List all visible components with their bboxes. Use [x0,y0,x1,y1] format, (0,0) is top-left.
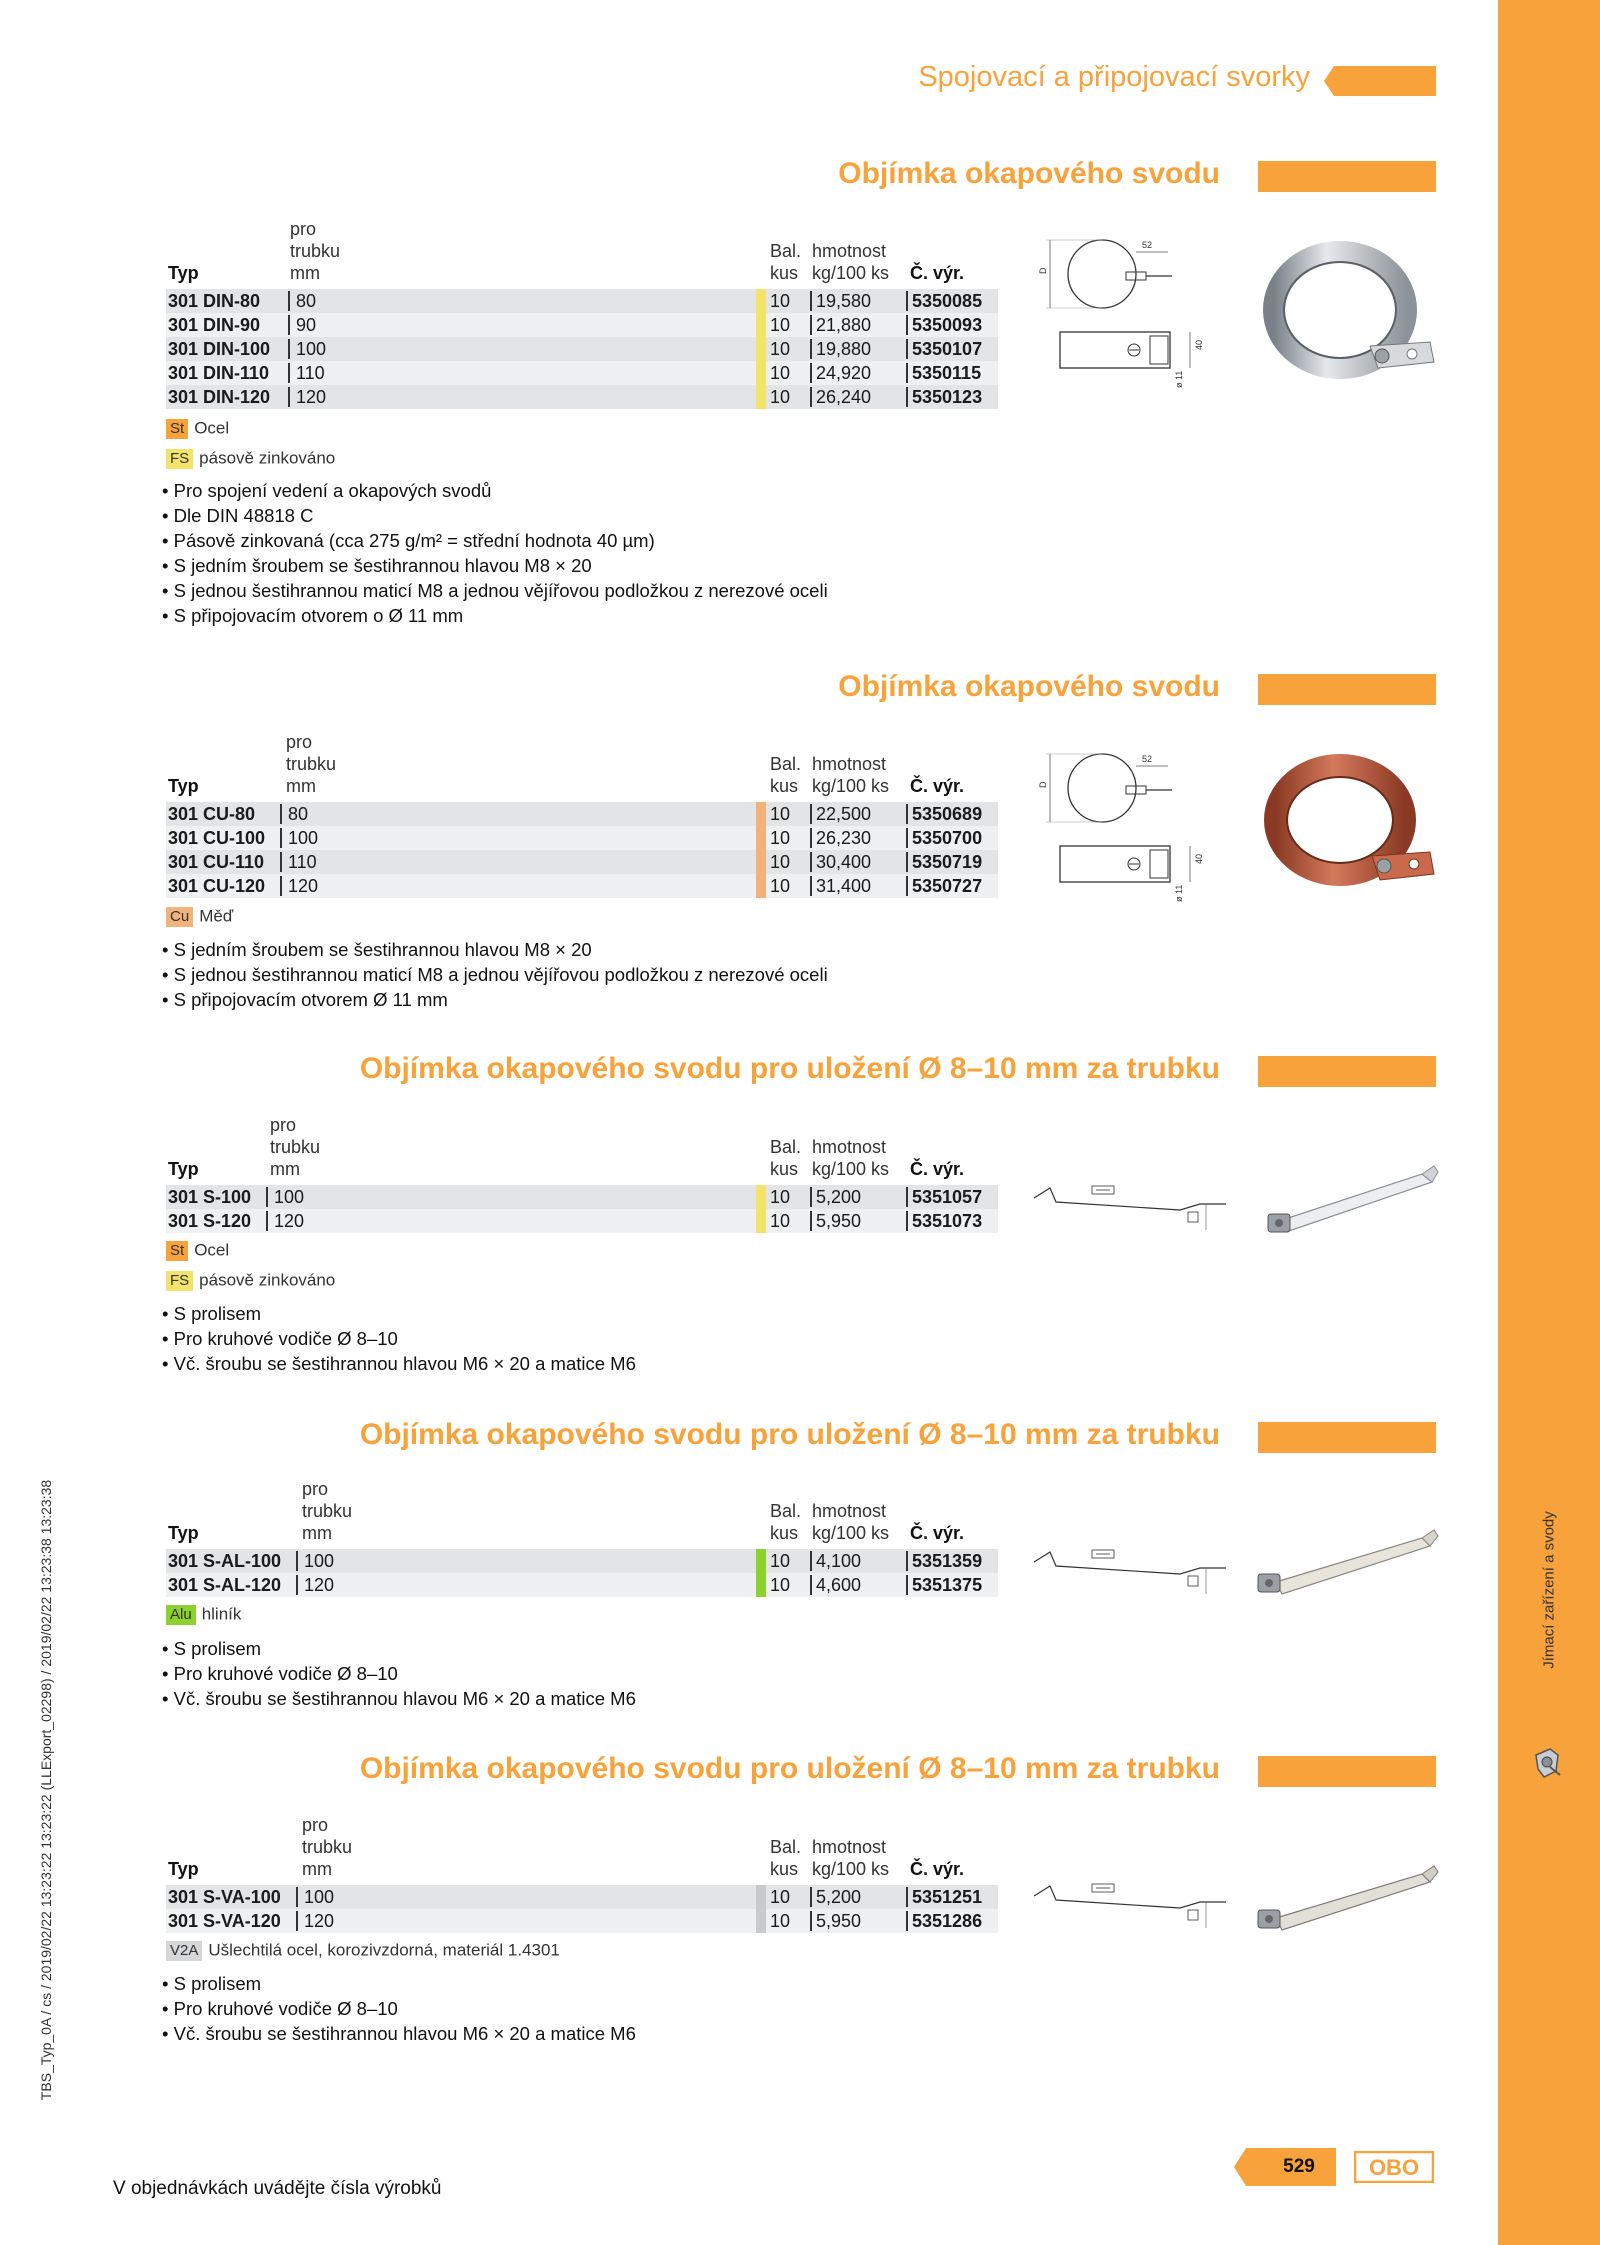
col-weight-unit: kg/100 ks [812,1859,890,1879]
weight-cell: 26,240 [810,387,871,407]
material-text: Měď [199,906,234,926]
pack-cell: 10 [770,876,791,896]
product-table [166,1474,998,1597]
pack-cell: 10 [770,1187,791,1207]
dimension-label: ø 11 [1174,370,1184,388]
table-row [166,1909,998,1933]
material-line [166,418,229,440]
material-strip [756,361,766,385]
weight-cell: 5,950 [810,1211,861,1231]
pipe-cell: 110 [288,363,325,383]
material-strip [756,1549,766,1573]
feature-item: • S jedním šroubem se šestihrannou hlavou M8 × 20 [162,553,828,578]
table-row [166,1549,998,1573]
pack-cell: 10 [770,1575,791,1595]
feature-item: • S prolisem [162,1636,636,1661]
material-strip [756,1909,766,1933]
feature-item: • Dle DIN 48818 C [162,503,828,528]
pack-cell: 10 [770,291,791,311]
col-pipe-label: pro [302,1815,329,1835]
material-badge: St [166,1241,188,1261]
pack-cell: 10 [770,315,791,335]
material-text: Ocel [194,1240,230,1260]
table-header [166,1810,998,1885]
material-line [166,1604,241,1626]
material-strip [756,337,766,361]
col-pack-unit: kus [770,776,799,796]
material-text: Ocel [194,418,230,438]
col-pack-label: Bal. [770,1137,802,1157]
material-strip [756,1209,766,1233]
col-weight-label: hmotnost [812,1837,887,1857]
material-strip [756,313,766,337]
dimension-label: 40 [1194,853,1204,864]
table-header [166,1474,998,1549]
col-pipe-label: trubku [286,754,337,774]
col-article-label: Č. výr. [910,1523,965,1543]
col-pack-label: Bal. [770,1837,802,1857]
table-row [166,337,998,361]
type-cell: 301 CU-100 [168,828,266,848]
table-row [166,1185,998,1209]
table-header [166,1110,998,1185]
product-table [166,214,998,409]
col-type-label: Typ [168,1859,199,1879]
weight-cell: 30,400 [810,852,871,872]
weight-cell: 5,200 [810,1187,861,1207]
article-cell: 5350727 [906,876,982,896]
table-row [166,802,998,826]
dimension-label: 52 [1142,240,1153,250]
pipe-cell: 100 [266,1187,304,1207]
material-text: pásově zinkováno [199,448,336,468]
pipe-cell: 120 [296,1575,334,1595]
type-cell: 301 DIN-120 [168,387,271,407]
material-badge: FS [166,1271,193,1291]
article-cell: 5350689 [906,804,982,824]
type-cell: 301 S-VA-100 [168,1887,281,1907]
brand-text: OBO [1368,2155,1420,2180]
sidebar-label: Jímací zařízení a svody [1540,1511,1558,1669]
section-bar [1258,1756,1436,1787]
col-article-label: Č. výr. [910,1159,965,1179]
article-cell: 5351286 [906,1911,982,1931]
col-pipe-label: pro [302,1479,329,1499]
material-badge: Cu [166,907,193,927]
col-pipe-label: trubku [270,1137,321,1157]
material-strip [756,1573,766,1597]
col-weight-label: hmotnost [812,241,887,261]
side-color-bar [1498,0,1600,2245]
pack-cell: 10 [770,1911,791,1931]
col-weight-label: hmotnost [812,1501,887,1521]
weight-cell: 22,500 [810,804,871,824]
article-cell: 5350700 [906,828,982,848]
article-cell: 5351359 [906,1551,982,1571]
product-table [166,727,998,898]
table-header [166,214,998,289]
feature-item: • Pro kruhové vodiče Ø 8–10 [162,1326,636,1351]
section-title: Objímka okapového svodu pro uložení Ø 8–10 mm za trubku [359,1752,1220,1785]
col-article-label: Č. výr. [910,263,965,283]
dimension-label: D [1038,781,1048,788]
pack-cell: 10 [770,387,791,407]
article-cell: 5351073 [906,1211,982,1231]
material-badge: FS [166,449,193,469]
section-bar [1258,1056,1436,1087]
col-weight-unit: kg/100 ks [812,776,890,796]
material-strip [756,385,766,409]
pack-cell: 10 [770,1551,791,1571]
table-row [166,874,998,898]
section-bar [1258,1422,1436,1453]
pipe-cell: 80 [288,291,316,311]
pipe-cell: 120 [280,876,318,896]
article-cell: 5351057 [906,1187,982,1207]
dimension-label: ø 11 [1174,884,1184,902]
article-cell: 5351251 [906,1887,982,1907]
product-photo-strap [1262,1160,1442,1240]
col-pack-label: Bal. [770,754,802,774]
product-photo-copper [1262,752,1442,902]
type-cell: 301 DIN-110 [168,363,270,383]
col-type-label: Typ [168,263,199,283]
feature-item: • S připojovacím otvorem o Ø 11 mm [162,603,828,628]
pipe-cell: 120 [288,387,326,407]
material-strip [756,1185,766,1209]
pipe-cell: 120 [296,1911,334,1931]
pack-cell: 10 [770,339,791,359]
type-cell: 301 DIN-80 [168,291,261,311]
feature-list [162,1636,636,1711]
pipe-cell: 100 [288,339,326,359]
feature-item: • S prolisem [162,1971,636,1996]
section-title: Objímka okapového svodu pro uložení Ø 8–10 mm za trubku [359,1052,1220,1085]
material-line [166,906,233,928]
dimension-label: 52 [1142,754,1153,764]
material-line [166,1240,229,1262]
technical-drawing [1030,742,1220,922]
feature-item: • S jedním šroubem se šestihrannou hlavou M8 × 20 [162,937,828,962]
table-row [166,313,998,337]
feature-list [162,1301,636,1376]
material-strip [756,1885,766,1909]
article-cell: 5350093 [906,315,982,335]
col-pipe-label: pro [270,1115,297,1135]
product-photo-galvanized [1262,238,1442,388]
document-code: TBS_Typ_0A / cs / 2019/02/22 13:23:22 13:23:22 (LLExport_02298) / 2019/02/22 13:23:38 13:23:38 [38,1479,54,2101]
article-cell: 5350107 [906,339,982,359]
col-pack-unit: kus [770,1523,799,1543]
feature-item: • Pro kruhové vodiče Ø 8–10 [162,1996,636,2021]
type-cell: 301 S-100 [168,1187,252,1207]
weight-cell: 4,100 [810,1551,861,1571]
material-strip [756,289,766,313]
type-cell: 301 DIN-100 [168,339,271,359]
feature-item: • S jednou šestihrannou maticí M8 a jednou vějířovou podložkou z nerezové oceli [162,962,828,987]
col-weight-unit: kg/100 ks [812,263,890,283]
weight-cell: 26,230 [810,828,871,848]
col-type-label: Typ [168,1159,199,1179]
table-row [166,289,998,313]
article-cell: 5350123 [906,387,982,407]
pipe-cell: 110 [280,852,317,872]
col-article-label: Č. výr. [910,1859,965,1879]
table-row [166,385,998,409]
weight-cell: 31,400 [810,876,871,896]
pack-cell: 10 [770,852,791,872]
weight-cell: 24,920 [810,363,871,383]
pipe-cell: 90 [288,315,316,335]
product-photo-strap [1252,1524,1442,1604]
col-weight-unit: kg/100 ks [812,1523,890,1543]
table-row [166,850,998,874]
table-row [166,1573,998,1597]
col-pipe-unit: mm [270,1159,300,1179]
table-row [166,1885,998,1909]
col-pack-unit: kus [770,1159,799,1179]
col-pipe-label: trubku [302,1837,353,1857]
weight-cell: 19,880 [810,339,871,359]
weight-cell: 19,580 [810,291,871,311]
material-badge: Alu [166,1605,196,1625]
type-cell: 301 CU-80 [168,804,256,824]
feature-list [162,478,828,628]
col-pack-unit: kus [770,1859,799,1879]
feature-item: • S prolisem [162,1301,636,1326]
section-bar [1258,161,1436,192]
col-pipe-label: trubku [290,241,341,261]
feature-list [162,937,828,1012]
header-tab-marker [1324,66,1436,96]
feature-item: • S připojovacím otvorem Ø 11 mm [162,987,828,1012]
technical-drawing [1030,1866,1230,1936]
table-header [166,727,998,802]
section-title: Objímka okapového svodu [838,157,1220,190]
weight-cell: 21,880 [810,315,871,335]
technical-drawing [1030,1168,1230,1238]
pipe-cell: 100 [296,1887,334,1907]
order-note: V objednávkách uvádějte čísla výrobků [113,2178,442,2199]
material-line [166,448,335,470]
material-text: Ušlechtilá ocel, korozivzdorná, materiál 1.4301 [208,1940,560,1960]
obo-logo [1354,2151,1434,2183]
technical-drawing [1030,228,1220,408]
material-strip [756,802,766,826]
feature-list [162,1971,636,2046]
pack-cell: 10 [770,1887,791,1907]
table-row [166,826,998,850]
pack-cell: 10 [770,804,791,824]
clamp-icon [1530,1745,1566,1781]
feature-item: • Pásově zinkovaná (cca 275 g/m² = střední hodnota 40 µm) [162,528,828,553]
article-cell: 5350085 [906,291,982,311]
pack-cell: 10 [770,1211,791,1231]
material-badge: St [166,419,188,439]
material-line [166,1270,335,1292]
weight-cell: 5,200 [810,1887,861,1907]
article-cell: 5351375 [906,1575,982,1595]
material-text: hliník [201,1604,242,1624]
col-weight-unit: kg/100 ks [812,1159,890,1179]
col-type-label: Typ [168,1523,199,1543]
feature-item: • Vč. šroubu se šestihrannou hlavou M6 × 20 a matice M6 [162,2021,636,2046]
type-cell: 301 S-120 [168,1211,252,1231]
weight-cell: 5,950 [810,1911,861,1931]
type-cell: 301 DIN-90 [168,315,261,335]
dimension-label: D [1038,267,1048,274]
type-cell: 301 S-VA-120 [168,1911,281,1931]
article-cell: 5350115 [906,363,981,383]
col-pack-label: Bal. [770,1501,802,1521]
col-pipe-unit: mm [302,1523,332,1543]
product-table [166,1810,998,1933]
material-line [166,1940,560,1962]
product-photo-strap [1252,1860,1442,1940]
article-cell: 5350719 [906,852,982,872]
col-pipe-unit: mm [286,776,316,796]
col-article-label: Č. výr. [910,776,965,796]
material-badge: V2A [166,1941,202,1961]
technical-drawing [1030,1532,1230,1602]
section-title: Objímka okapového svodu pro uložení Ø 8–10 mm za trubku [359,1418,1220,1451]
material-strip [756,874,766,898]
col-pipe-unit: mm [290,263,320,283]
col-pipe-label: trubku [302,1501,353,1521]
pipe-cell: 100 [280,828,318,848]
pack-cell: 10 [770,828,791,848]
table-row [166,1209,998,1233]
col-pack-label: Bal. [770,241,802,261]
feature-item: • Pro spojení vedení a okapových svodů [162,478,828,503]
type-cell: 301 S-AL-100 [168,1551,282,1571]
feature-item: • Vč. šroubu se šestihrannou hlavou M6 × 20 a matice M6 [162,1686,636,1711]
feature-item: • Vč. šroubu se šestihrannou hlavou M6 × 20 a matice M6 [162,1351,636,1376]
section-bar [1258,674,1436,705]
material-strip [756,826,766,850]
table-row [166,361,998,385]
page-number: 529 [1283,2156,1315,2177]
pipe-cell: 120 [266,1211,304,1231]
weight-cell: 4,600 [810,1575,861,1595]
type-cell: 301 CU-110 [168,852,265,872]
pack-cell: 10 [770,363,791,383]
material-text: pásově zinkováno [199,1270,336,1290]
product-table [166,1110,998,1233]
material-strip [756,850,766,874]
dimension-label: 40 [1194,339,1204,350]
type-cell: 301 CU-120 [168,876,266,896]
type-cell: 301 S-AL-120 [168,1575,282,1595]
col-pack-unit: kus [770,263,799,283]
col-pipe-label: pro [286,732,313,752]
pipe-cell: 100 [296,1551,334,1571]
feature-item: • S jednou šestihrannou maticí M8 a jednou vějířovou podložkou z nerezové oceli [162,578,828,603]
col-type-label: Typ [168,776,199,796]
col-weight-label: hmotnost [812,754,887,774]
pipe-cell: 80 [280,804,308,824]
col-pipe-label: pro [290,219,317,239]
col-pipe-unit: mm [302,1859,332,1879]
feature-item: • Pro kruhové vodiče Ø 8–10 [162,1661,636,1686]
page-header-title: Spojovací a připojovací svorky [918,61,1310,93]
section-title: Objímka okapového svodu [838,670,1220,703]
col-weight-label: hmotnost [812,1137,887,1157]
